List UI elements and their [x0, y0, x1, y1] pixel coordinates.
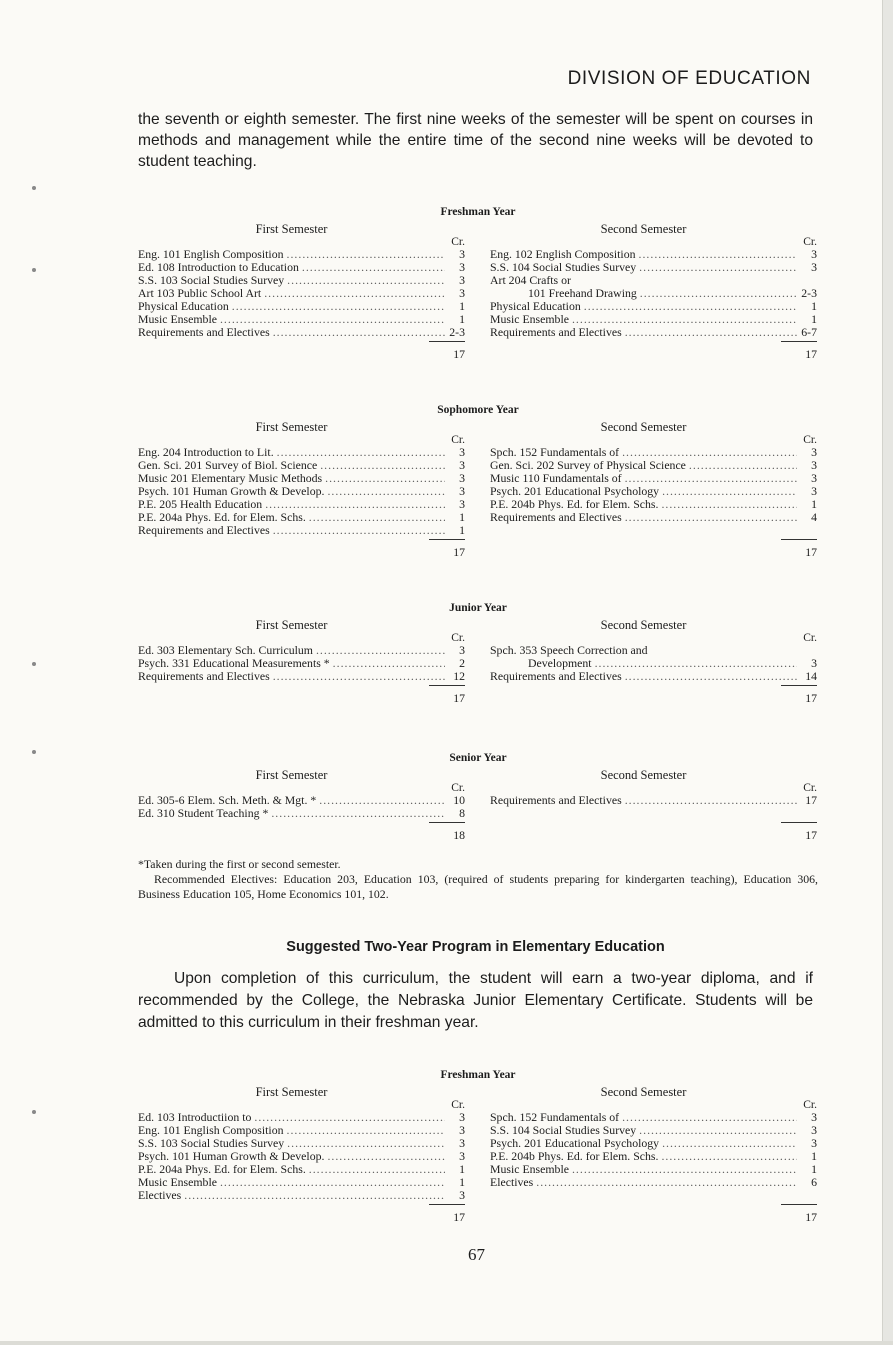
semester-heading: First Semester [255, 1085, 328, 1099]
credit-heading: Cr. [451, 434, 465, 446]
course-name: Music 110 Fundamentals of [490, 471, 622, 485]
course-row [490, 511, 817, 524]
page-number: 67 [468, 1245, 485, 1264]
course-name: Music Ensemble [138, 1175, 217, 1189]
course-name: Music Ensemble [138, 312, 217, 326]
credit-heading: Cr. [451, 782, 465, 794]
course-credits: 3 [459, 247, 465, 261]
course-credits: 3 [459, 445, 465, 459]
dot-leader [324, 1150, 445, 1163]
course-credits: 3 [459, 1110, 465, 1124]
two-year-freshman-block [138, 1069, 818, 1239]
course-name: Psych. 331 Educational Measurements * [138, 656, 330, 670]
course-name: Gen. Sci. 202 Survey of Physical Science [490, 458, 686, 472]
footnotes [138, 857, 818, 902]
course-credits: 3 [459, 458, 465, 472]
course-name: Ed. 103 Introductiion to [138, 1110, 252, 1124]
course-name: Ed. 310 Student Teaching * [138, 806, 269, 820]
course-name: Art 204 Crafts or [490, 273, 571, 287]
footnote-star: *Taken during the first or second semester. [138, 857, 341, 871]
course-row [138, 670, 465, 683]
credit-heading: Cr. [803, 632, 817, 644]
course-name: P.E. 204a Phys. Ed. for Elem. Schs. [138, 510, 306, 524]
intro-paragraph: the seventh or eighth semester. The first nine weeks of the semester will be spent on courses in methods and management while the entire time of the second nine weeks will be devoted to student teaching. [138, 111, 813, 170]
course-list [138, 446, 465, 537]
second-semester [490, 420, 817, 560]
dot-leader [306, 1163, 445, 1176]
course-name: Electives [490, 1175, 534, 1189]
second-semester [490, 1085, 817, 1225]
dot-leader [284, 1124, 445, 1137]
credit-heading: Cr. [803, 782, 817, 794]
course-name: 101 Freehand Drawing [528, 286, 637, 300]
course-list [138, 1111, 465, 1202]
dot-leader [268, 807, 445, 820]
dot-leader [229, 300, 445, 313]
semester-heading: First Semester [255, 222, 328, 236]
margin-dot [32, 268, 36, 272]
credit-heading: Cr. [451, 236, 465, 248]
bottom-edge [0, 1341, 893, 1345]
course-row [138, 807, 465, 820]
course-row [138, 1189, 465, 1202]
sophomore-year-block [138, 404, 818, 574]
dot-leader [270, 670, 445, 683]
course-credits: 3 [459, 1123, 465, 1137]
course-credits: 1 [459, 510, 465, 524]
course-credits: 1 [811, 497, 817, 511]
course-name: P.E. 205 Health Education [138, 497, 263, 511]
course-credits: 14 [805, 669, 817, 683]
credit-heading: Cr. [451, 632, 465, 644]
course-credits: 12 [453, 669, 465, 683]
course-name: Spch. 152 Fundamentals of [490, 1110, 620, 1124]
course-credits: 3 [459, 1136, 465, 1150]
course-credits: 3 [811, 1110, 817, 1124]
two-year-program-title: Suggested Two-Year Program in Elementary Education [286, 939, 665, 955]
course-credits: 10 [453, 793, 465, 807]
course-credits: 3 [459, 484, 465, 498]
course-name: Requirements and Electives [138, 523, 270, 537]
dot-leader [622, 511, 797, 524]
course-credits: 3 [811, 656, 817, 670]
year-title: Senior Year [449, 752, 507, 764]
first-semester [138, 618, 465, 706]
dot-leader [636, 248, 797, 261]
semester-heading: Second Semester [600, 618, 687, 632]
year-title: Freshman Year [440, 1069, 516, 1081]
course-credits: 3 [811, 247, 817, 261]
semester-total: 17 [490, 1202, 817, 1225]
course-name: Music Ensemble [490, 312, 569, 326]
semester-total: 17 [138, 339, 465, 362]
course-name: P.E. 204b Phys. Ed. for Elem. Schs. [490, 497, 659, 511]
margin-dot [32, 750, 36, 754]
course-name: Requirements and Electives [490, 793, 622, 807]
semester-heading: First Semester [255, 618, 328, 632]
semester-total: 17 [138, 1202, 465, 1225]
first-semester [138, 1085, 465, 1225]
course-row [138, 524, 465, 537]
course-name: Ed. 305-6 Elem. Sch. Meth. & Mgt. * [138, 793, 317, 807]
course-credits: 17 [805, 793, 817, 807]
course-row [490, 1176, 817, 1189]
second-semester [490, 768, 817, 843]
course-name: Psych. 101 Human Growth & Develop. [138, 484, 325, 498]
course-credits: 1 [459, 312, 465, 326]
course-name: Physical Education [138, 299, 229, 313]
course-credits: 3 [459, 286, 465, 300]
course-name: Development [528, 656, 592, 670]
course-name: P.E. 204b Phys. Ed. for Elem. Schs. [490, 1149, 659, 1163]
course-credits: 3 [811, 484, 817, 498]
credit-heading: Cr. [803, 236, 817, 248]
course-credits: 2 [459, 656, 465, 670]
semester-total: 17 [490, 820, 817, 843]
dot-leader [313, 644, 445, 657]
dot-leader [569, 1163, 797, 1176]
course-credits: 1 [811, 1149, 817, 1163]
course-credits: 2-3 [449, 325, 465, 339]
dot-leader [622, 794, 797, 807]
course-credits: 3 [811, 1123, 817, 1137]
course-name: Physical Education [490, 299, 581, 313]
semester-heading: First Semester [255, 768, 328, 782]
year-title: Junior Year [449, 602, 507, 614]
dot-leader [619, 1111, 797, 1124]
dot-leader [317, 459, 445, 472]
course-list [490, 248, 817, 339]
course-row [490, 670, 817, 683]
dot-leader [299, 261, 445, 274]
page-edge [882, 0, 893, 1345]
margin-dot [32, 662, 36, 666]
dot-leader [637, 287, 797, 300]
dot-leader [686, 459, 797, 472]
course-name: S.S. 104 Social Studies Survey [490, 1123, 637, 1137]
course-credits: 3 [459, 497, 465, 511]
dot-leader [270, 524, 445, 537]
course-credits: 3 [459, 471, 465, 485]
dot-leader [316, 794, 445, 807]
dot-leader [324, 485, 445, 498]
course-list [490, 1111, 817, 1189]
course-list [490, 644, 817, 683]
course-credits: 1 [811, 312, 817, 326]
dot-leader [533, 1176, 797, 1189]
course-name: Eng. 102 English Composition [490, 247, 636, 261]
dot-leader [658, 1150, 797, 1163]
course-name: Psych. 101 Human Growth & Develop. [138, 1149, 325, 1163]
second-semester [490, 618, 817, 706]
course-name: Electives [138, 1188, 182, 1202]
second-semester [490, 222, 817, 362]
course-credits: 4 [811, 510, 817, 524]
course-name: Music Ensemble [490, 1162, 569, 1176]
course-name: S.S. 104 Social Studies Survey [490, 260, 637, 274]
course-name: Art 103 Public School Art [138, 286, 262, 300]
semester-total: 18 [138, 820, 465, 843]
dot-leader [306, 511, 445, 524]
course-list [138, 644, 465, 683]
semester-heading: Second Semester [600, 420, 687, 434]
course-credits: 1 [811, 299, 817, 313]
course-name: Requirements and Electives [490, 510, 622, 524]
semester-heading: Second Semester [600, 768, 687, 782]
course-credits: 1 [459, 1162, 465, 1176]
course-credits: 3 [459, 260, 465, 274]
course-credits: 1 [459, 299, 465, 313]
semester-heading: First Semester [255, 420, 328, 434]
course-name: Eng. 204 Introduction to Lit. [138, 445, 274, 459]
course-row [490, 326, 817, 339]
senior-year-block [138, 752, 818, 857]
credit-heading: Cr. [451, 1099, 465, 1111]
course-name: S.S. 103 Social Studies Survey [138, 273, 285, 287]
first-semester [138, 222, 465, 362]
course-name: Requirements and Electives [490, 669, 622, 683]
dot-leader [270, 326, 445, 339]
course-list [490, 446, 817, 524]
year-title: Sophomore Year [437, 404, 519, 416]
course-row [490, 794, 817, 807]
dot-leader [622, 326, 797, 339]
dot-leader [622, 670, 797, 683]
freshman-year-block [138, 206, 818, 376]
course-name: Requirements and Electives [490, 325, 622, 339]
course-credits: 3 [459, 1149, 465, 1163]
course-credits: 3 [459, 643, 465, 657]
dot-leader [636, 261, 797, 274]
dot-leader [322, 472, 445, 485]
course-credits: 3 [811, 445, 817, 459]
course-name: Spch. 353 Speech Correction and [490, 643, 648, 657]
course-credits: 2-3 [801, 286, 817, 300]
course-name: P.E. 204a Phys. Ed. for Elem. Schs. [138, 1162, 306, 1176]
first-semester [138, 420, 465, 560]
dot-leader [217, 1176, 445, 1189]
course-credits: 3 [811, 1136, 817, 1150]
course-name: Gen. Sci. 201 Survey of Biol. Science [138, 458, 318, 472]
dot-leader [659, 1137, 797, 1150]
course-name: Requirements and Electives [138, 325, 270, 339]
semester-total: 17 [490, 683, 817, 706]
year-title: Freshman Year [440, 206, 516, 218]
first-semester [138, 768, 465, 843]
course-credits: 3 [811, 471, 817, 485]
two-year-intro-paragraph: Upon completion of this curriculum, the student will earn a two-year diploma, and if recommended by the College, the Nebraska Junior Elementary Certificate. Students will be admitted to this curriculum in their freshman year. [138, 970, 813, 1031]
dot-leader [592, 657, 797, 670]
dot-leader [284, 248, 445, 261]
course-credits: 3 [459, 273, 465, 287]
course-name: Spch. 152 Fundamentals of [490, 445, 620, 459]
course-list [490, 794, 817, 807]
dot-leader [658, 498, 797, 511]
course-row [138, 326, 465, 339]
semester-total: 17 [138, 537, 465, 560]
margin-dot [32, 1110, 36, 1114]
course-credits: 3 [459, 1188, 465, 1202]
dot-leader [659, 485, 797, 498]
course-name: Psych. 201 Educational Psychology [490, 1136, 660, 1150]
course-name: S.S. 103 Social Studies Survey [138, 1136, 285, 1150]
dot-leader [284, 274, 445, 287]
course-name: Ed. 303 Elementary Sch. Curriculum [138, 643, 313, 657]
course-row [138, 1176, 465, 1189]
dot-leader [636, 1124, 797, 1137]
semester-total: 17 [490, 537, 817, 560]
course-name: Requirements and Electives [138, 669, 270, 683]
course-name: Eng. 101 English Composition [138, 1123, 284, 1137]
course-list [138, 248, 465, 339]
course-list [138, 794, 465, 820]
margin-dot [32, 186, 36, 190]
course-name: Music 201 Elementary Music Methods [138, 471, 323, 485]
dot-leader [181, 1189, 445, 1202]
dot-leader [261, 287, 445, 300]
semester-total: 17 [138, 683, 465, 706]
course-credits: 1 [459, 1175, 465, 1189]
dot-leader [330, 657, 445, 670]
course-row [490, 1163, 817, 1176]
footnote-recommended-electives: Recommended Electives: Education 203, Education 103, (required of students preparing for kindergarten teaching), Education 306, Business Education 105, Home Economics 101, 102. [138, 872, 818, 901]
course-credits: 8 [459, 806, 465, 820]
semester-total: 17 [490, 339, 817, 362]
credit-heading: Cr. [803, 1099, 817, 1111]
course-name: Psych. 201 Educational Psychology [490, 484, 660, 498]
credit-heading: Cr. [803, 434, 817, 446]
course-credits: 6-7 [801, 325, 817, 339]
course-credits: 6 [811, 1175, 817, 1189]
course-credits: 1 [459, 523, 465, 537]
semester-heading: Second Semester [600, 1085, 687, 1099]
dot-leader [581, 300, 797, 313]
semester-heading: Second Semester [600, 222, 687, 236]
course-name: Eng. 101 English Composition [138, 247, 284, 261]
junior-year-block [138, 602, 818, 722]
course-credits: 1 [811, 1162, 817, 1176]
course-name: Ed. 108 Introduction to Education [138, 260, 299, 274]
running-header: DIVISION OF EDUCATION [567, 68, 811, 89]
course-credits: 3 [811, 260, 817, 274]
course-credits: 3 [811, 458, 817, 472]
